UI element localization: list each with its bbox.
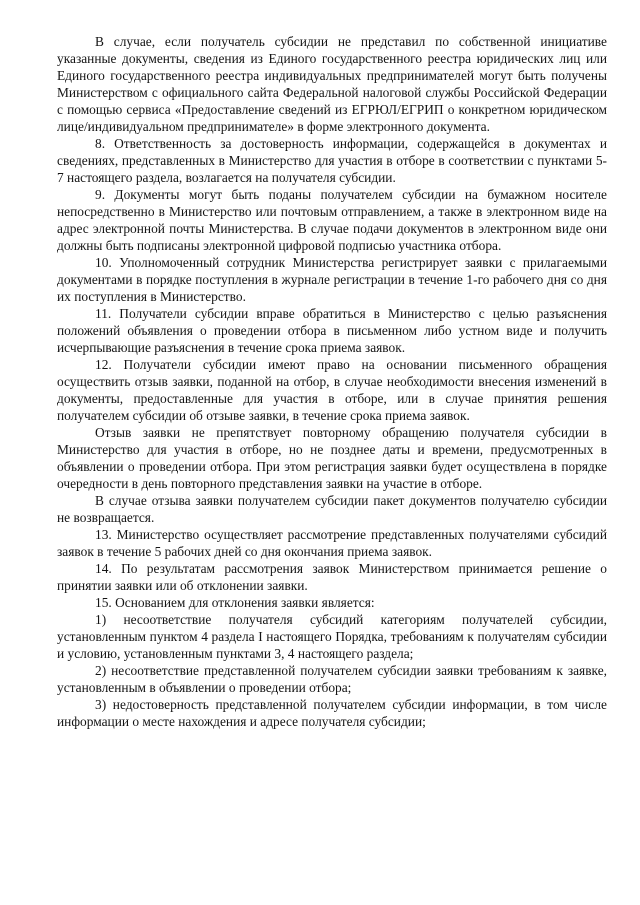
paragraph-item-10: 10. Уполномоченный сотрудник Министерства регистрирует заявки с прилагаемыми документами в порядке поступления в журнале регистрации в течение 1-го рабочего дня со дня их поступления в Министерство. xyxy=(57,255,607,304)
paragraph-withdrawal: Отзыв заявки не препятствует повторному обращению получателя субсидии в Министерство для участия в отборе, но не позднее даты и времени, предусмотренных в объявлении о проведении отбора. При этом регистрация заявки будет осуществлена в порядке очередности в день повторного представления заявки на участие в отборе. xyxy=(57,425,607,491)
paragraph-subitem-3: 3) недостоверность представленной получателем субсидии информации, в том числе информации о месте нахождения и адресе получателя субсидии; xyxy=(57,697,607,729)
paragraph-item-9: 9. Документы могут быть поданы получателем субсидии на бумажном носителе непосредственно в Министерство или почтовым отправлением, а также в электронном виде на адрес электронной почты Министерства. В случае подачи документов в электронном виде они должны быть подписаны электронной цифровой подписью участника отбора. xyxy=(57,187,607,253)
paragraph-item-11: 11. Получатели субсидии вправе обратиться в Министерство с целью разъяснения положений объявления о проведении отбора в письменном либо устном виде и получить исчерпывающие разъяснения в течение срока приема заявок. xyxy=(57,306,607,355)
paragraph-subitem-2: 2) несоответствие представленной получателем субсидии заявки требованиям к заявке, установленным в объявлении о проведении отбора; xyxy=(57,663,607,695)
paragraph-egrul-info: В случае, если получатель субсидии не представил по собственной инициативе указанные документы, сведения из Единого государственного реестра юридических лиц или Единого государственного реестра индивидуальных предпринимателей могут быть получены Министерством с официального сайта Федеральной налоговой службы Российской Федерации с помощью сервиса «Предоставление сведений из ЕГРЮЛ/ЕГРИП о конкретном юридическом лице/индивидуальном предпринимателе» в форме электронного документа. xyxy=(57,34,607,134)
paragraph-item-12: 12. Получатели субсидии имеют право на основании письменного обращения осуществить отзыв заявки, поданной на отбор, в случае необходимости внесения изменений в документы, предоставленные для участия в отборе, или в случае принятия решения получателем субсидии об отзыве заявки, в течение срока приема заявок. xyxy=(57,357,607,423)
paragraph-item-8: 8. Ответственность за достоверность информации, содержащейся в документах и сведениях, представленных в Министерство для участия в отборе в соответствии с пунктами 5-7 настоящего раздела, возлагается на получателя субсидии. xyxy=(57,136,607,185)
paragraph-subitem-1: 1) несоответствие получателя субсидий категориям получателей субсидии, установленным пунктом 4 раздела I настоящего Порядка, требованиям к получателям субсидии и условию, установленным пунктами 3, 4 настоящего раздела; xyxy=(57,612,607,661)
paragraph-item-14: 14. По результатам рассмотрения заявок Министерством принимается решение о принятии заявки или об отклонении заявки. xyxy=(57,561,607,593)
paragraph-documents-not-returned: В случае отзыва заявки получателем субсидии пакет документов получателю субсидии не возвращается. xyxy=(57,493,607,525)
paragraph-item-13: 13. Министерство осуществляет рассмотрение представленных получателями субсидий заявок в течение 5 рабочих дней со дня окончания приема заявок. xyxy=(57,527,607,559)
paragraph-item-15: 15. Основанием для отклонения заявки является: xyxy=(95,595,375,610)
